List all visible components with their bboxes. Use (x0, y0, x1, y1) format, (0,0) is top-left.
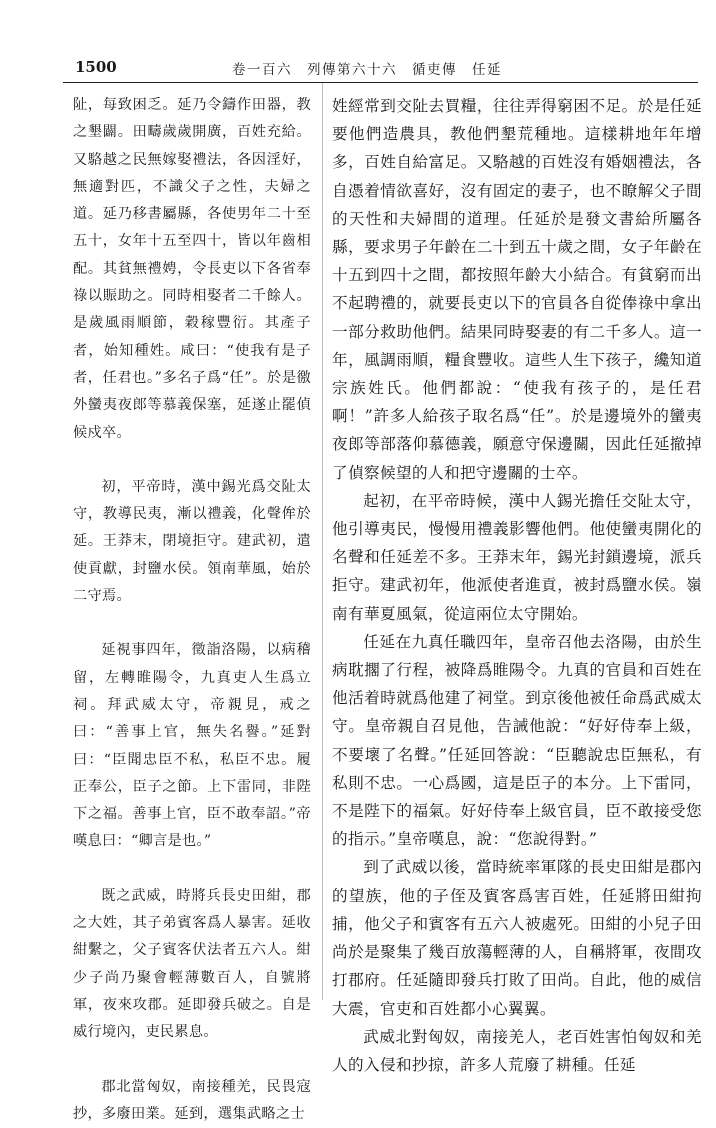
classical-paragraph: 延視事四年，徵詣洛陽，以病稽留，左轉睢陽令，九真吏人生爲立祠。拜武威太守，帝親見，戒之曰：“善事上官，無失名譽。”延對曰：“臣聞忠臣不私，私臣不忠。履正奉公，臣子之節。上下雷同，非陛下之福。善事上官，臣不敢奉詔。”帝嘆息曰：“卿言是也。” (73, 637, 311, 855)
classical-paragraph: 郡北當匈奴，南接種羌，民畏寇抄，多廢田業。延到，選集武略之士 (73, 1074, 311, 1128)
classical-paragraph: 既之武威，時將兵長史田紺，郡之大姓，其子弟賓客爲人暴害。延收紺繫之，父子賓客伏法者五六人。紺少子尚乃聚會輕薄數百人，自號將軍，夜來攻郡。延即發兵破之。自是威行境內，吏民累息。 (73, 883, 311, 1047)
header-rule (63, 82, 698, 83)
translation-paragraph: 任延在九真任職四年，皇帝召他去洛陽，由於生病耽擱了行程，被降爲睢陽令。九真的官員和百姓在他活着時就爲他建了祠堂。到京後他被任命爲武威太守。皇帝親自召見他，告誡他說：“好好侍奉上級，不要壞了名聲。”任延回答說：“臣聽說忠臣無私，有私則不忠。一心爲國，這是臣子的本分。上下雷同，不是陛下的福氣。好好侍奉上級官員，臣不敢接受您的指示。”皇帝嘆息，說：“您說得對。” (332, 628, 702, 854)
column-divider (322, 83, 323, 1000)
translation-paragraph: 姓經常到交阯去買糧，往往弄得窮困不足。於是任延要他們造農具，教他們墾荒種地。這樣耕地年年增多，百姓自給富足。又駱越的百姓沒有婚姻禮法，各自憑着情欲喜好，沒有固定的妻子，也不瞭解父子間的天性和夫婦間的道理。任延於是發文書給所屬各縣，要求男子年齡在二十到五十歲之間，女子年齡在十五到四十之間，都按照年齡大小結合。有貧窮而出不起聘禮的，就要長吏以下的官員各自從俸祿中拿出一部分救助他們。結果同時娶妻的有二千多人。這一年，風調雨順，糧食豐收。這些人生下孩子，纔知道宗族姓氏。他們都說：“使我有孩子的，是任君啊！”許多人給孩子取名爲“任”。於是邊境外的蠻夷夜郎等部落仰慕德義，願意守保邊關，因此任延撤掉了偵察候望的人和把守邊關的士卒。 (332, 92, 702, 487)
classical-paragraph: 初，平帝時，漢中錫光爲交阯太守，教導民夷，漸以禮義，化聲侔於延。王莽末，閉境拒守。建武初，遣使貢獻，封鹽水侯。領南華風，始於二守焉。 (73, 474, 311, 610)
translation-column (332, 92, 702, 1079)
classical-text-column (73, 92, 311, 1128)
page-number: 1500 (75, 58, 117, 76)
page-header (63, 56, 698, 82)
translation-paragraph: 武威北對匈奴，南接羌人，老百姓害怕匈奴和羌人的入侵和抄掠，許多人荒廢了耕種。任延 (332, 1023, 702, 1079)
translation-paragraph: 到了武威以後，當時統率軍隊的長史田紺是郡內的望族，他的子侄及賓客爲害百姓，任延將田紺拘捕，他父子和賓客有五六人被處死。田紺的小兒子田尚於是聚集了幾百放蕩輕薄的人，自稱將軍，夜間攻打郡府。任延隨即發兵打敗了田尚。自此，他的威信大震，官吏和百姓都小心翼翼。 (332, 853, 702, 1022)
translation-paragraph: 起初，在平帝時候，漢中人錫光擔任交阯太守，他引導夷民，慢慢用禮義影響他們。他使蠻夷開化的名聲和任延差不多。王莽末年，錫光封鎖邊境，派兵拒守。建武初年，他派使者進貢，被封爲鹽水侯。嶺南有華夏風氣，從這兩位太守開始。 (332, 487, 702, 628)
classical-paragraph: 阯，每致困乏。延乃令鑄作田器，教之墾闢。田疇歲歲開廣，百姓充給。又駱越之民無嫁娶禮法，各因淫好，無適對匹，不識父子之性，夫婦之道。延乃移書屬縣，各使男年二十至五十，女年十五至四十，皆以年齒相配。其貧無禮娉，令長吏以下各省奉祿以賑助之。同時相娶者二千餘人。是歲風雨順節，穀稼豐衍。其產子者，始知種姓。咸曰：“使我有是子者，任君也。”多名子爲“任”。於是徼外蠻夷夜郎等慕義保塞，延遂止罷偵候戍卒。 (73, 92, 311, 447)
running-head: 卷一百六 列傳第六十六 循吏傳 任延 (232, 58, 502, 78)
